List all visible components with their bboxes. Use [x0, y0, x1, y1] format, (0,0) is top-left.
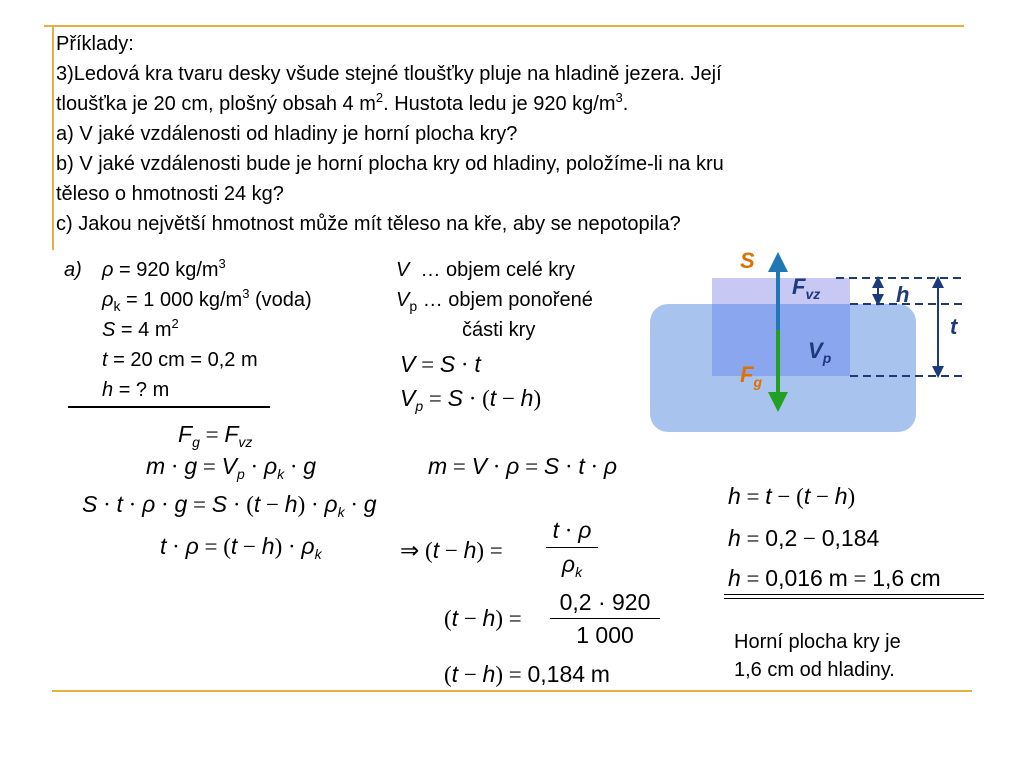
problem-line-1: 3)Ledová kra tvaru desky všude stejné tloušťky pluje na hladině jezera. Její: [56, 63, 722, 85]
eq-substituted: $S \cdot t \cdot \rho \cdot g = S \cdot (t - h) \cdot \rho_k \cdot g$: [82, 491, 377, 520]
eq-Vp: $V_p = S \cdot (t - h)$: [400, 385, 542, 414]
label-h: h: [896, 282, 910, 307]
eq-t-minus-h: (t − h) = 0,184 m: [444, 661, 610, 687]
given-part-label: a): [64, 259, 82, 281]
result-eq-2: h = 0,2 − 0,184: [728, 525, 880, 551]
given-rho: ρ = 920 $kg/m^3$: [102, 256, 226, 281]
result-eq-1: h = t − (t − h): [728, 483, 856, 509]
label-Fg: $F_g$: [740, 362, 763, 390]
given-underline: [68, 406, 270, 408]
top-rule: [44, 25, 964, 27]
given-S: S = 4 $m^2$: [102, 316, 179, 341]
label-Vp: $V_p$: [808, 338, 832, 366]
def-Vp-2: části kry: [462, 319, 536, 341]
problem-line-2: tloušťka je 20 cm, plošný obsah 4 $m^2$. Hustota ledu je 920 $kg/m^3$.: [56, 90, 629, 115]
result-double-underline: [724, 594, 984, 599]
def-Vp: $V_p$ … objem ponořené: [396, 289, 593, 314]
given-h: h = ? m: [102, 379, 170, 401]
label-S: S: [740, 248, 755, 273]
label-Fvz: $F_{vz}$: [792, 274, 821, 302]
problem-line-5: těleso o hmotnosti 24 kg?: [56, 183, 284, 205]
eq-mass: m = V · ρ = S · t · ρ: [428, 453, 618, 479]
ice-top-part: [712, 278, 850, 304]
eq-implies: ⇒ (t − h) =: [400, 537, 503, 563]
problem-line-4: b) V jaké vzdálenosti bude je horní plocha kry od hladiny, položíme-li na kru: [56, 153, 724, 175]
problem-line-6: c) Jakou největší hmotnost může mít těleso na kře, aby se nepotopila?: [56, 213, 681, 235]
label-t: t: [950, 314, 958, 339]
eq-simplified: $t \cdot \rho = (t - h) \cdot \rho_k$: [160, 533, 322, 562]
bottom-rule: [52, 690, 972, 692]
left-rule: [52, 25, 54, 250]
eq-V: V = S · t: [400, 351, 481, 377]
conclusion-line-1: Horní plocha kry je: [734, 631, 901, 653]
frac-t-rho: t · ρ $\rho_k$: [546, 516, 598, 579]
frac-numeric: 0,2 · 920 1 000: [550, 588, 660, 649]
problem-line-3: a) V jaké vzdálenosti od hladiny je horní plocha kry?: [56, 123, 518, 145]
eq-forces: $F_g = F_{vz}$: [178, 421, 253, 450]
eq-numeric-lhs: (t − h) =: [444, 605, 522, 631]
given-t: t = 20 cm = 0,2 m: [102, 349, 258, 371]
conclusion-line-2: 1,6 cm od hladiny.: [734, 659, 895, 681]
result-eq-3: h = 0,016 m = 1,6 cm: [728, 565, 941, 591]
given-rho-k: $\rho_k = 1$ 000 $kg/m^3$ (voda): [102, 286, 312, 314]
heading: Příklady:: [56, 33, 134, 55]
eq-weight-buoyancy: $m \cdot g = V_p \cdot \rho_k \cdot g$: [146, 453, 317, 482]
def-V: V … objem celé kry: [396, 259, 575, 281]
